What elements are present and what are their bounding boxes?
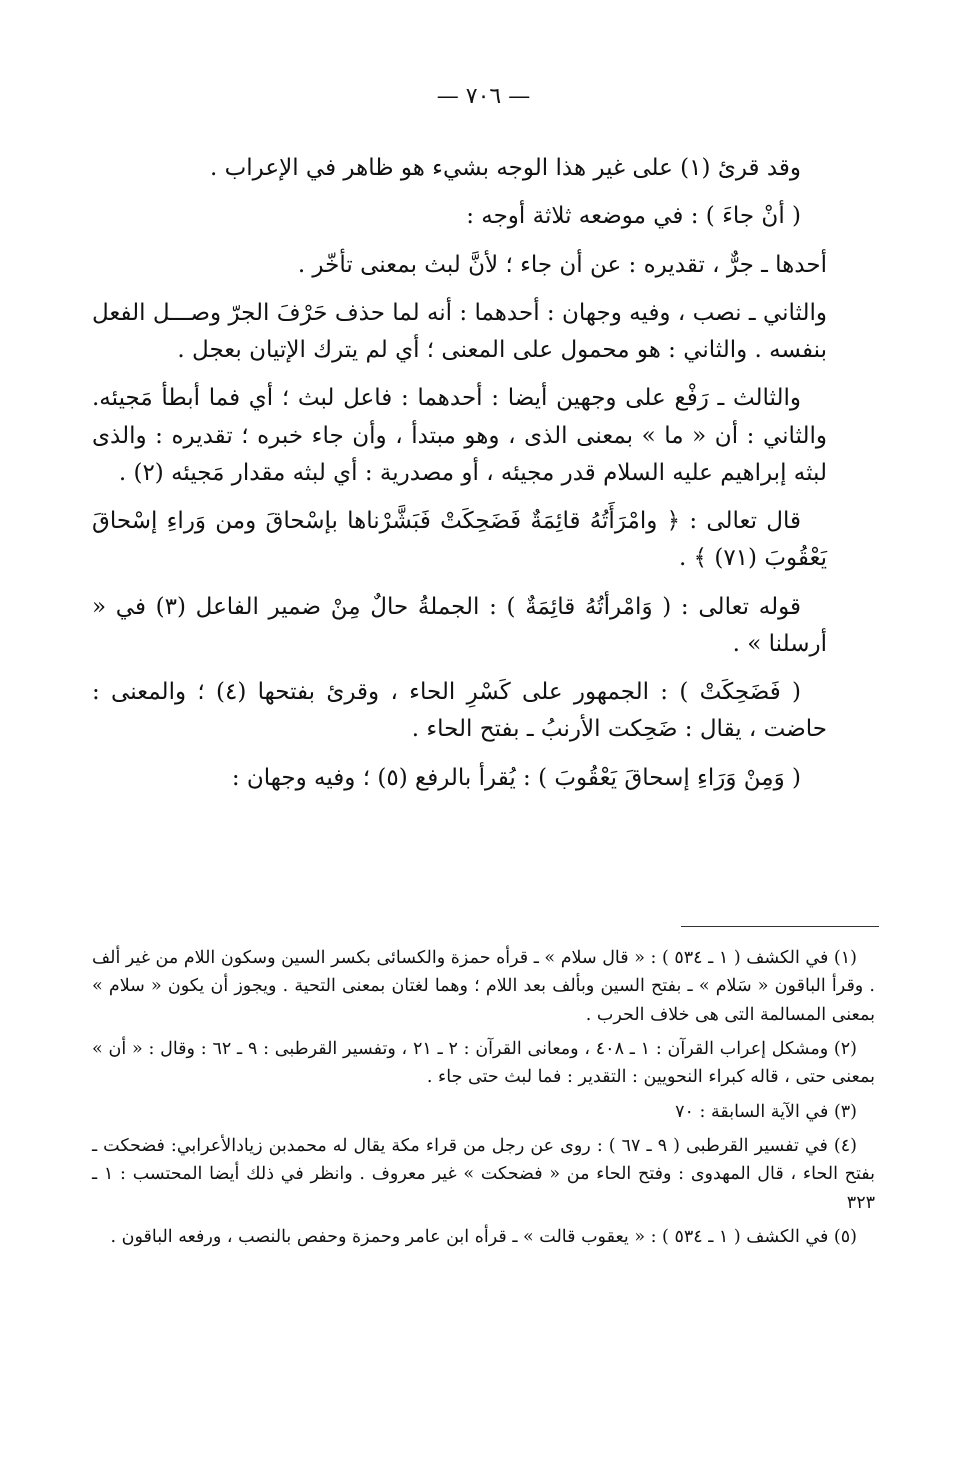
- footnote-1: (١) في الكشف ( ١ ـ ٥٣٤ ) : « قال سلام » ـ قرأه حمزة والكسائى بكسر السين وسكون اللام من غير ألف . وقرأ الباقون « سَلام » ـ بفتح السين وبألف بعد اللام ؛ وهما لغتان بمعنى التحية . ويجوز أن يكون « سلام » بمعنى المسالمة التى هى خلاف الحرب .: [92, 948, 875, 1025]
- footnote-divider: [681, 926, 879, 927]
- footnotes: [92, 944, 875, 1257]
- paragraph-reading-note: وقد قرئ (١) على غير هذا الوجه بشيء هو ظاهر في الإعراب .: [210, 155, 801, 181]
- page-number: — ٧٠٦ —: [436, 84, 531, 109]
- paragraph-third-aspect: والثالث ـ رَفْع على وجهين أيضا : أحدهما : فاعل لبث ؛ أي فما أبطأ مَجيئه. والثاني : أن « ما » بمعنى الذى ، وهو مبتدأ ، وأن جاء خبره ؛ تقديره : والذى لبثه إبراهيم عليه السلام قدر مجيئه ، أو مصدرية : أي لبثه مقدار مَجيئه (٢) .: [92, 385, 827, 486]
- footnote-4: (٤) في تفسير القرطبى ( ٩ ـ ٦٧ ) : روى عن رجل من قراء مكة يقال له محمدبن زيادالأعرابي: فضحكت ـ بفتح الحاء ، قال المهدوى : وفتح الحاء من « فضحكت » غير معروف . وانظر في ذلك أيضا المحتسب : ١ ـ ٣٢٣: [92, 1136, 875, 1213]
- footnote-3: (٣) في الآية السابقة : ٧٠: [675, 1101, 857, 1122]
- quran-verse-71: قال تعالى : ﴿ وامْرَأَتُهُ قائِمَةٌ فَضَحِكَتْ فَبَشَّرْناها بإسْحاقَ ومن وَراءِ إسْحاقَ يَعْقُوبَ (٧١) ﴾ .: [92, 508, 827, 572]
- footnote-5: (٥) في الكشف ( ١ ـ ٥٣٤ ) : « يعقوب قالت » ـ قرأه ابن عامر وحمزة وحفص بالنصب ، ورفعه الباقون .: [110, 1227, 857, 1248]
- footnote-2: (٢) ومشكل إعراب القرآن : ١ ـ ٤٠٨ ، ومعانى القرآن : ٢ ـ ٢١ ، وتفسير القرطبى : ٩ ـ ٦٢ : وقال : « أن » بمعنى حتى ، قاله كبراء النحويين : التقدير : فما لبث حتى جاء .: [92, 1039, 875, 1088]
- paragraph-an-jaa-heading: ( أنْ جاءَ ) : في موضعه ثلاثة أوجه :: [466, 203, 801, 230]
- paragraph-first-aspect: أحدها ـ جرٌّ ، تقديره : عن أن جاء ؛ لأنَّ لبث بمعنى تأخّر .: [297, 251, 827, 278]
- paragraph-second-aspect: والثاني ـ نصب ، وفيه وجهان : أحدهما : أنه لما حذف حَرْفَ الجرّ وصـــل الفعل بنفسه . والثاني : هو محمول على المعنى ؛ أي لم يترك الإتيان بعجل .: [92, 299, 827, 363]
- main-text: [92, 150, 827, 808]
- paragraph-wamin-waraa: ( وَمِنْ وَرَاءِ إسحاقَ يَعْقُوبَ ) : يُقرأ بالرفع (٥) ؛ وفيه وجهان :: [231, 764, 801, 791]
- paragraph-fadahikat: ( فَضَحِكَتْ ) : الجمهور على كَسْرِ الحاء ، وقرئ بفتحها (٤) ؛ والمعنى : حاضت ، يقال : ضَحِكت الأرنبُ ـ بفتح الحاء .: [92, 679, 827, 743]
- paragraph-wamraatuhu: قوله تعالى : ( وَامْرأتُهُ قائِمَةٌ ) : الجملةُ حالٌ مِنْ ضمير الفاعل (٣) في « أرسلنا » .: [92, 593, 827, 657]
